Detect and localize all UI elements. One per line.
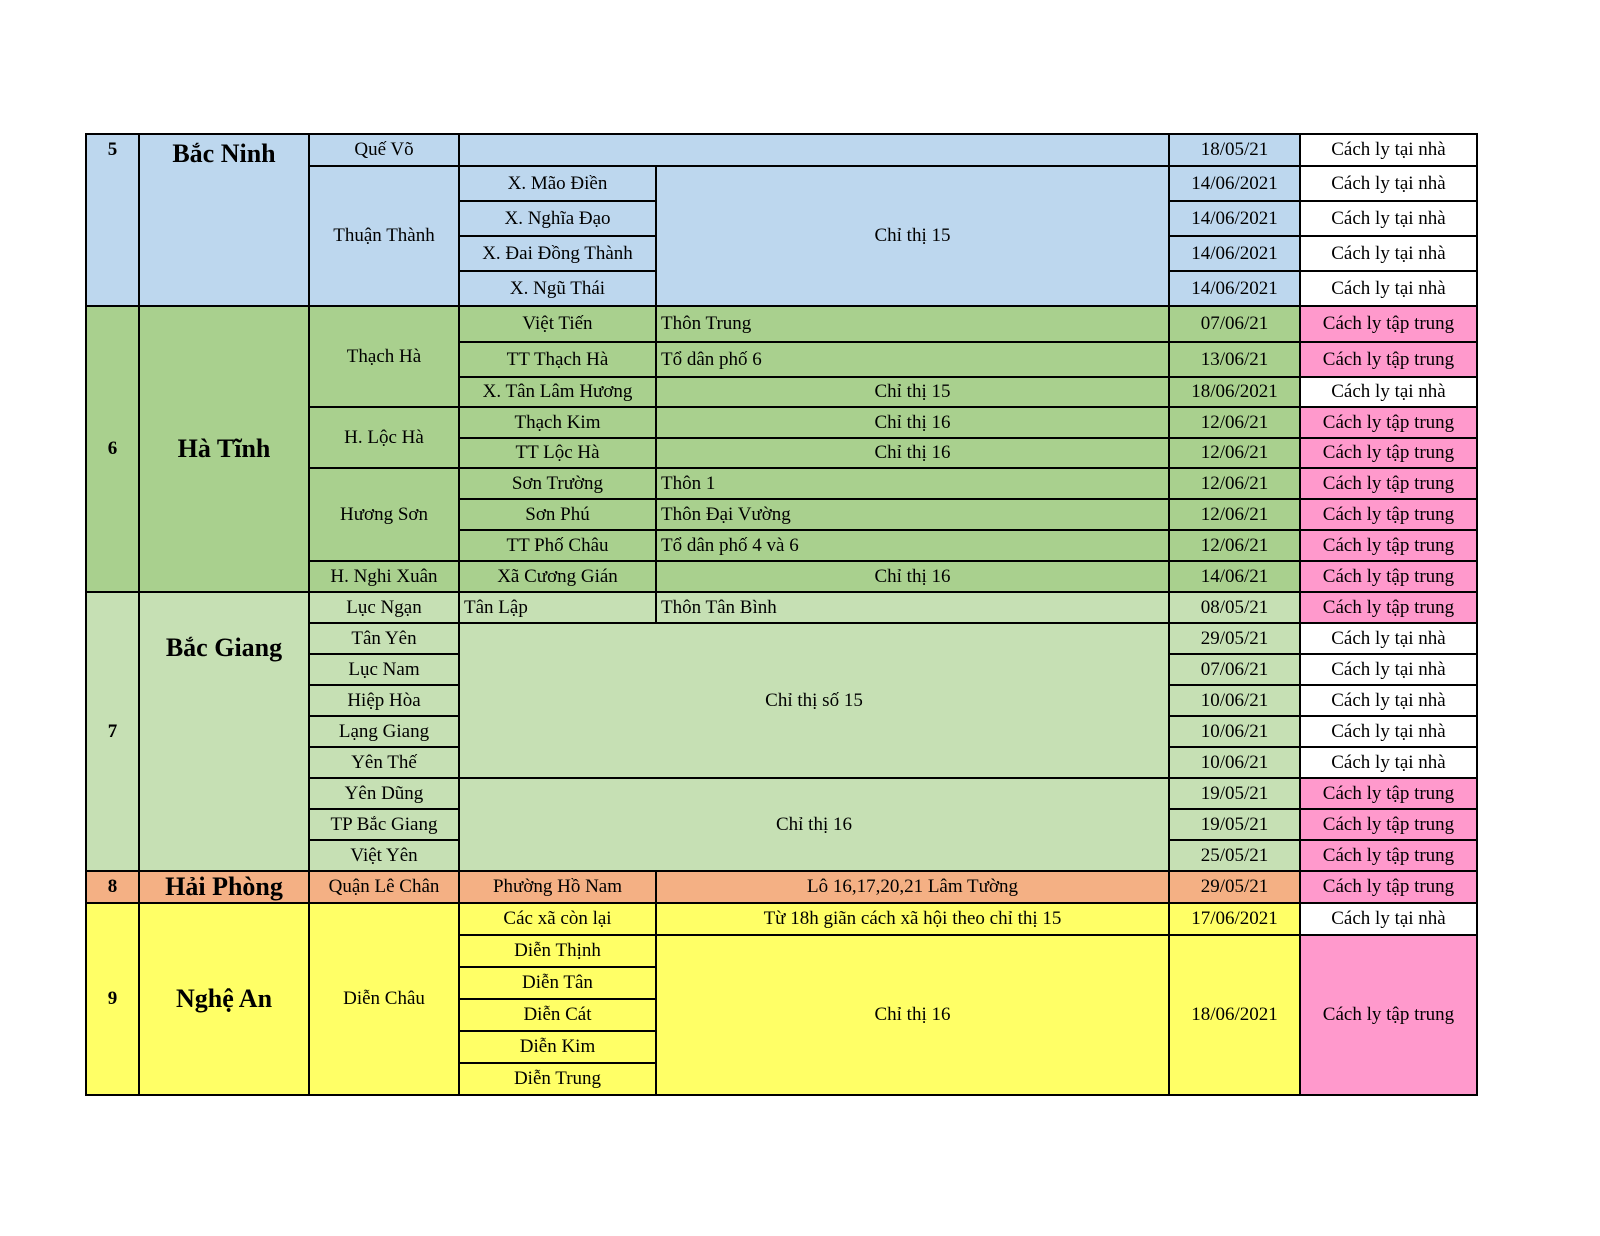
- date-cell: 12/06/21: [1169, 499, 1300, 530]
- measure-cell: Cách ly tại nhà: [1300, 903, 1477, 935]
- measure-cell: Cách ly tập trung: [1300, 935, 1477, 1095]
- province-cell: Hà Tĩnh: [139, 306, 309, 592]
- district-cell: Hương Sơn: [309, 468, 459, 561]
- measure-cell: Cách ly tại nhà: [1300, 271, 1477, 306]
- date-cell: 14/06/21: [1169, 561, 1300, 592]
- measure-cell: Cách ly tập trung: [1300, 438, 1477, 468]
- commune-cell: Các xã còn lại: [459, 903, 656, 935]
- date-cell: 07/06/21: [1169, 654, 1300, 685]
- commune-cell: Sơn Phú: [459, 499, 656, 530]
- measure-cell: Cách ly tập trung: [1300, 561, 1477, 592]
- detail-cell: Tổ dân phố 4 và 6: [656, 530, 1169, 561]
- detail-cell: Thôn Đại Vường: [656, 499, 1169, 530]
- district-cell: Lạng Giang: [309, 716, 459, 747]
- measure-cell: Cách ly tại nhà: [1300, 377, 1477, 407]
- measure-cell: Cách ly tập trung: [1300, 468, 1477, 499]
- commune-cell: Diễn Trung: [459, 1063, 656, 1095]
- measure-cell: Cách ly tập trung: [1300, 342, 1477, 377]
- province-cell: Bắc Ninh: [139, 134, 309, 306]
- commune-cell: X. Ngũ Thái: [459, 271, 656, 306]
- detail-cell: Tổ dân phố 6: [656, 342, 1169, 377]
- commune-cell: Diễn Kim: [459, 1031, 656, 1063]
- district-cell: Quế Võ: [309, 134, 459, 166]
- commune-cell: X. Nghĩa Đạo: [459, 201, 656, 236]
- commune-cell: Tân Lập: [459, 592, 656, 623]
- district-cell: TP Bắc Giang: [309, 809, 459, 840]
- measure-cell: Cách ly tập trung: [1300, 530, 1477, 561]
- detail-cell: Lô 16,17,20,21 Lâm Tường: [656, 871, 1169, 903]
- commune-cell: Xã Cương Gián: [459, 561, 656, 592]
- detail-cell: Chỉ thị số 15: [459, 623, 1169, 778]
- date-cell: 12/06/21: [1169, 438, 1300, 468]
- detail-cell: Chỉ thị 16: [656, 935, 1169, 1095]
- district-cell: Diễn Châu: [309, 903, 459, 1095]
- district-cell: Hiệp Hòa: [309, 685, 459, 716]
- measure-cell: Cách ly tại nhà: [1300, 685, 1477, 716]
- commune-cell: X. Mão Điền: [459, 166, 656, 201]
- district-cell: Yên Thế: [309, 747, 459, 778]
- date-cell: 29/05/21: [1169, 871, 1300, 903]
- commune-cell: Sơn Trường: [459, 468, 656, 499]
- detail-cell: Thôn Trung: [656, 306, 1169, 342]
- detail-cell: [459, 134, 1169, 166]
- date-cell: 18/06/2021: [1169, 377, 1300, 407]
- date-cell: 17/06/2021: [1169, 903, 1300, 935]
- stt-cell: 7: [86, 592, 139, 871]
- district-cell: Lục Nam: [309, 654, 459, 685]
- commune-cell: TT Phố Châu: [459, 530, 656, 561]
- province-cell: Hải Phòng: [139, 871, 309, 903]
- measure-cell: Cách ly tại nhà: [1300, 747, 1477, 778]
- district-cell: Lục Ngạn: [309, 592, 459, 623]
- district-cell: Thuận Thành: [309, 166, 459, 306]
- commune-cell: TT Lộc Hà: [459, 438, 656, 468]
- measure-cell: Cách ly tại nhà: [1300, 716, 1477, 747]
- measure-cell: Cách ly tại nhà: [1300, 654, 1477, 685]
- commune-cell: TT Thạch Hà: [459, 342, 656, 377]
- date-cell: 14/06/2021: [1169, 166, 1300, 201]
- stt-cell: 5: [86, 134, 139, 306]
- district-cell: Thạch Hà: [309, 306, 459, 407]
- table-row: [86, 592, 1477, 623]
- measure-cell: Cách ly tại nhà: [1300, 134, 1477, 166]
- date-cell: 19/05/21: [1169, 809, 1300, 840]
- date-cell: 25/05/21: [1169, 840, 1300, 871]
- measure-cell: Cách ly tập trung: [1300, 871, 1477, 903]
- date-cell: 10/06/21: [1169, 747, 1300, 778]
- detail-cell: Chỉ thị 16: [656, 407, 1169, 438]
- detail-cell: Chỉ thị 15: [656, 166, 1169, 306]
- date-cell: 14/06/2021: [1169, 271, 1300, 306]
- date-cell: 08/05/21: [1169, 592, 1300, 623]
- table-row: [86, 134, 1477, 166]
- date-cell: 14/06/2021: [1169, 201, 1300, 236]
- province-cell: Nghệ An: [139, 903, 309, 1095]
- commune-cell: Diễn Thịnh: [459, 935, 656, 967]
- date-cell: 12/06/21: [1169, 407, 1300, 438]
- detail-cell: Chỉ thị 16: [656, 561, 1169, 592]
- table-row: [86, 306, 1477, 342]
- measure-cell: Cách ly tại nhà: [1300, 201, 1477, 236]
- table-row: [86, 871, 1477, 903]
- date-cell: 29/05/21: [1169, 623, 1300, 654]
- commune-cell: Diễn Cát: [459, 999, 656, 1031]
- district-cell: H. Nghi Xuân: [309, 561, 459, 592]
- district-cell: Việt Yên: [309, 840, 459, 871]
- table-row: [86, 903, 1477, 935]
- detail-cell: Thôn 1: [656, 468, 1169, 499]
- quarantine-table: [85, 133, 1478, 1096]
- measure-cell: Cách ly tập trung: [1300, 499, 1477, 530]
- date-cell: 12/06/21: [1169, 468, 1300, 499]
- commune-cell: Phường Hồ Nam: [459, 871, 656, 903]
- date-cell: 07/06/21: [1169, 306, 1300, 342]
- measure-cell: Cách ly tập trung: [1300, 592, 1477, 623]
- detail-cell: Chỉ thị 16: [656, 438, 1169, 468]
- measure-cell: Cách ly tại nhà: [1300, 166, 1477, 201]
- commune-cell: Việt Tiến: [459, 306, 656, 342]
- date-cell: 14/06/2021: [1169, 236, 1300, 271]
- measure-cell: Cách ly tập trung: [1300, 809, 1477, 840]
- date-cell: 12/06/21: [1169, 530, 1300, 561]
- district-cell: Tân Yên: [309, 623, 459, 654]
- commune-cell: X. Đai Đồng Thành: [459, 236, 656, 271]
- measure-cell: Cách ly tại nhà: [1300, 623, 1477, 654]
- measure-cell: Cách ly tập trung: [1300, 407, 1477, 438]
- detail-cell: Chỉ thị 16: [459, 778, 1169, 871]
- date-cell: 10/06/21: [1169, 716, 1300, 747]
- district-cell: H. Lộc Hà: [309, 407, 459, 468]
- detail-cell: Chỉ thị 15: [656, 377, 1169, 407]
- commune-cell: Diễn Tân: [459, 967, 656, 999]
- stt-cell: 6: [86, 306, 139, 592]
- measure-cell: Cách ly tập trung: [1300, 840, 1477, 871]
- measure-cell: Cách ly tập trung: [1300, 306, 1477, 342]
- province-cell: Bắc Giang: [139, 592, 309, 871]
- district-cell: Yên Dũng: [309, 778, 459, 809]
- date-cell: 10/06/21: [1169, 685, 1300, 716]
- stt-cell: 9: [86, 903, 139, 1095]
- detail-cell: Từ 18h giãn cách xã hội theo chỉ thị 15: [656, 903, 1169, 935]
- date-cell: 19/05/21: [1169, 778, 1300, 809]
- commune-cell: X. Tân Lâm Hương: [459, 377, 656, 407]
- date-cell: 18/05/21: [1169, 134, 1300, 166]
- date-cell: 18/06/2021: [1169, 935, 1300, 1095]
- stt-cell: 8: [86, 871, 139, 903]
- date-cell: 13/06/21: [1169, 342, 1300, 377]
- measure-cell: Cách ly tập trung: [1300, 778, 1477, 809]
- measure-cell: Cách ly tại nhà: [1300, 236, 1477, 271]
- commune-cell: Thạch Kim: [459, 407, 656, 438]
- detail-cell: Thôn Tân Bình: [656, 592, 1169, 623]
- district-cell: Quận Lê Chân: [309, 871, 459, 903]
